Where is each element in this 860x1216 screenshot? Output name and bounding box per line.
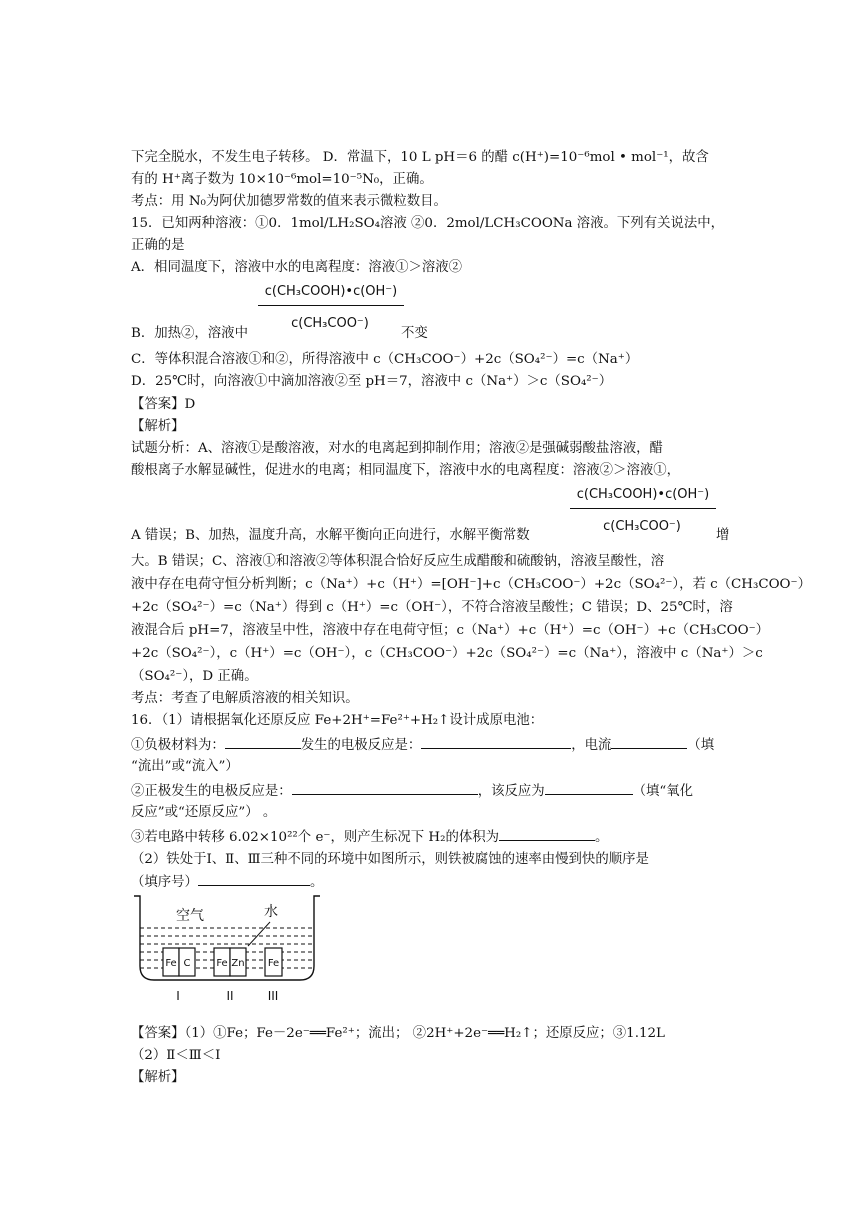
- fraction-bar-b: [258, 305, 404, 306]
- answer-blank-3[interactable]: [611, 736, 687, 749]
- cell2-fe-label: Fe: [216, 958, 228, 969]
- label-ii: II: [226, 989, 234, 1003]
- answer-blank-6[interactable]: [499, 828, 595, 841]
- air-label: 空气: [176, 908, 204, 924]
- answer-blank-7[interactable]: [198, 873, 310, 886]
- prompt-volume: ③若电路中转移 6.02×10²²个 e⁻，则产生标况下 H₂的体积为: [131, 830, 500, 845]
- option-a: A．相同温度下，溶液中水的电离程度：溶液①＞溶液②: [131, 260, 463, 275]
- prompt-order: （填序号）: [131, 875, 198, 890]
- answer-blank-5[interactable]: [545, 782, 633, 795]
- cell3-fe-label: Fe: [267, 958, 280, 969]
- question-16-part3: [131, 828, 608, 846]
- punct-1: 。: [595, 830, 609, 845]
- option-b-prefix: B．加热②，溶液中: [131, 326, 248, 341]
- question-16-part1-line1: [131, 736, 714, 754]
- fraction-bar-analysis: [570, 508, 716, 509]
- answer-16-line1: 【答案】（1）①Fe；Fe－2e⁻══Fe²⁺；流出； ②2H⁺+2e⁻══H₂↑；还原反应；③1.12L: [131, 1026, 665, 1041]
- analysis-line-1: 试题分析：A、溶液①是酸溶液，对水的电离起到抑制作用；溶液②是强碱弱酸盐溶液，醋: [131, 441, 663, 456]
- answer-blank-2[interactable]: [421, 736, 571, 749]
- cell2-zn-label: Zn: [231, 958, 245, 969]
- analysis-line-2: 酸根离子水解显碱性，促进水的电离；相同温度下，溶液中水的电离程度：溶液②＞溶液①，: [131, 463, 681, 478]
- option-d: D．25℃时，向溶液①中滴加溶液②至 pH＝7，溶液中 c（Na⁺）＞c（SO₄²⁻）: [131, 374, 613, 389]
- question-16-part2-line2: 反应”或“还原反应”） 。: [131, 805, 277, 820]
- fraction-denominator-analysis: c(CH₃COO⁻): [603, 519, 681, 534]
- cell1-c-label: C: [183, 958, 191, 969]
- fraction-numerator-analysis: c(CH₃COOH)•c(OH⁻): [576, 487, 710, 502]
- water-label: 水: [264, 904, 278, 920]
- analysis-heading-16: 【解析】: [131, 1070, 185, 1085]
- analysis-line-3-end: 增: [716, 528, 730, 543]
- corrosion-diagram-svg: [132, 894, 322, 1004]
- analysis-line-7: 液混合后 pH=7，溶液呈中性，溶液中存在电荷守恒；c（Na⁺）+c（H⁺）=c（OH⁻）+c（CH₃COO⁻）: [131, 623, 770, 638]
- fraction-denominator-b: c(CH₃COO⁻): [291, 316, 369, 331]
- question-15-stem: 15．已知两种溶液：①0．1mol/LH₂SO₄溶液 ②0．2mol/LCH₃COONa 溶液。下列有关说法中，: [131, 216, 725, 231]
- analysis-line-5: 液中存在电荷守恒分析判断；c（Na⁺）+c（H⁺）=[OH⁻]+c（CH₃COO⁻）+2c（SO₄²⁻），若 c（CH₃COO⁻）: [131, 577, 811, 592]
- analysis-line-6: +2c（SO₄²⁻）=c（Na⁺）得到 c（H⁺）=c（OH⁻），不符合溶液呈酸性；C 错误；D、25℃时，溶: [131, 600, 733, 615]
- water-pointer: [248, 922, 270, 946]
- label-iii: III: [267, 989, 279, 1003]
- fraction-numerator-b: c(CH₃COOH)•c(OH⁻): [264, 284, 398, 299]
- analysis-line-8: +2c（SO₄²⁻），c（H⁺）=c（OH⁻），c（CH₃COO⁻）+2c（SO₄²⁻）=c（Na⁺），溶液中 c（Na⁺）＞c: [131, 646, 763, 661]
- answer-blank-1[interactable]: [225, 736, 301, 749]
- label-i: I: [176, 989, 180, 1003]
- prompt-fill-1: （填: [687, 738, 715, 753]
- text-line-2: 有的 H⁺离子数为 10×10⁻⁶mol=10⁻⁵N₀，正确。: [131, 172, 433, 187]
- answer-15: 【答案】D: [131, 397, 196, 412]
- prompt-negative-material: ①负极材料为：: [131, 738, 225, 753]
- prompt-fill-2: （填“氧化: [632, 784, 694, 799]
- option-b-suffix: 不变: [401, 326, 428, 341]
- text-line-3: 考点：用 N₀为阿伏加德罗常数的值来表示微粒数目。: [131, 194, 447, 209]
- text-line-1: 下完全脱水，不发生电子转移。 D．常温下，10 L pH＝6 的醋 c(H⁺)=10⁻⁶mol • mol⁻¹，故含: [131, 150, 709, 165]
- cell1-fe-label: Fe: [165, 958, 177, 969]
- analysis-line-3: A 错误；B、加热，温度升高，水解平衡向正向进行，水解平衡常数: [131, 528, 530, 543]
- analysis-line-9: （SO₄²⁻），D 正确。: [131, 669, 258, 684]
- prompt-reaction-type: ，该反应为: [477, 784, 545, 799]
- question-15-stem-cont: 正确的是: [131, 238, 185, 253]
- knowledge-point-15: 考点：考查了电解质溶液的相关知识。: [131, 691, 359, 706]
- punct-2: 。: [309, 875, 324, 890]
- analysis-heading-15: 【解析】: [131, 419, 185, 434]
- question-16-part1-line2: “流出”或“流入”）: [131, 759, 239, 774]
- answer-blank-4[interactable]: [292, 782, 478, 795]
- question-16-sub2-line1: （2）铁处于Ⅰ、Ⅱ、Ⅲ三种不同的环境中如图所示，则铁被腐蚀的速率由慢到快的顺序是: [131, 852, 649, 867]
- prompt-positive-reaction: ②正极发生的电极反应是：: [131, 784, 292, 799]
- prompt-current: ，电流: [571, 738, 612, 753]
- option-c: C．等体积混合溶液①和②，所得溶液中 c（CH₃COO⁻）+2c（SO₄²⁻）=c（Na⁺）: [131, 352, 639, 367]
- prompt-electrode-reaction: 发生的电极反应是：: [300, 738, 422, 753]
- corrosion-diagram: [132, 894, 322, 1008]
- question-16-stem: 16．（1）请根据氧化还原反应 Fe+2H⁺=Fe²⁺+H₂↑设计成原电池：: [131, 713, 544, 728]
- answer-16-line2: （2）Ⅱ＜Ⅲ＜Ⅰ: [131, 1048, 221, 1063]
- analysis-line-4: 大。B 错误；C、溶液①和溶液②等体积混合恰好反应生成醋酸和硫酸钠，溶液呈酸性，溶: [131, 554, 665, 569]
- question-16-part2-line1: [131, 782, 693, 800]
- question-16-sub2-line2: [131, 873, 323, 891]
